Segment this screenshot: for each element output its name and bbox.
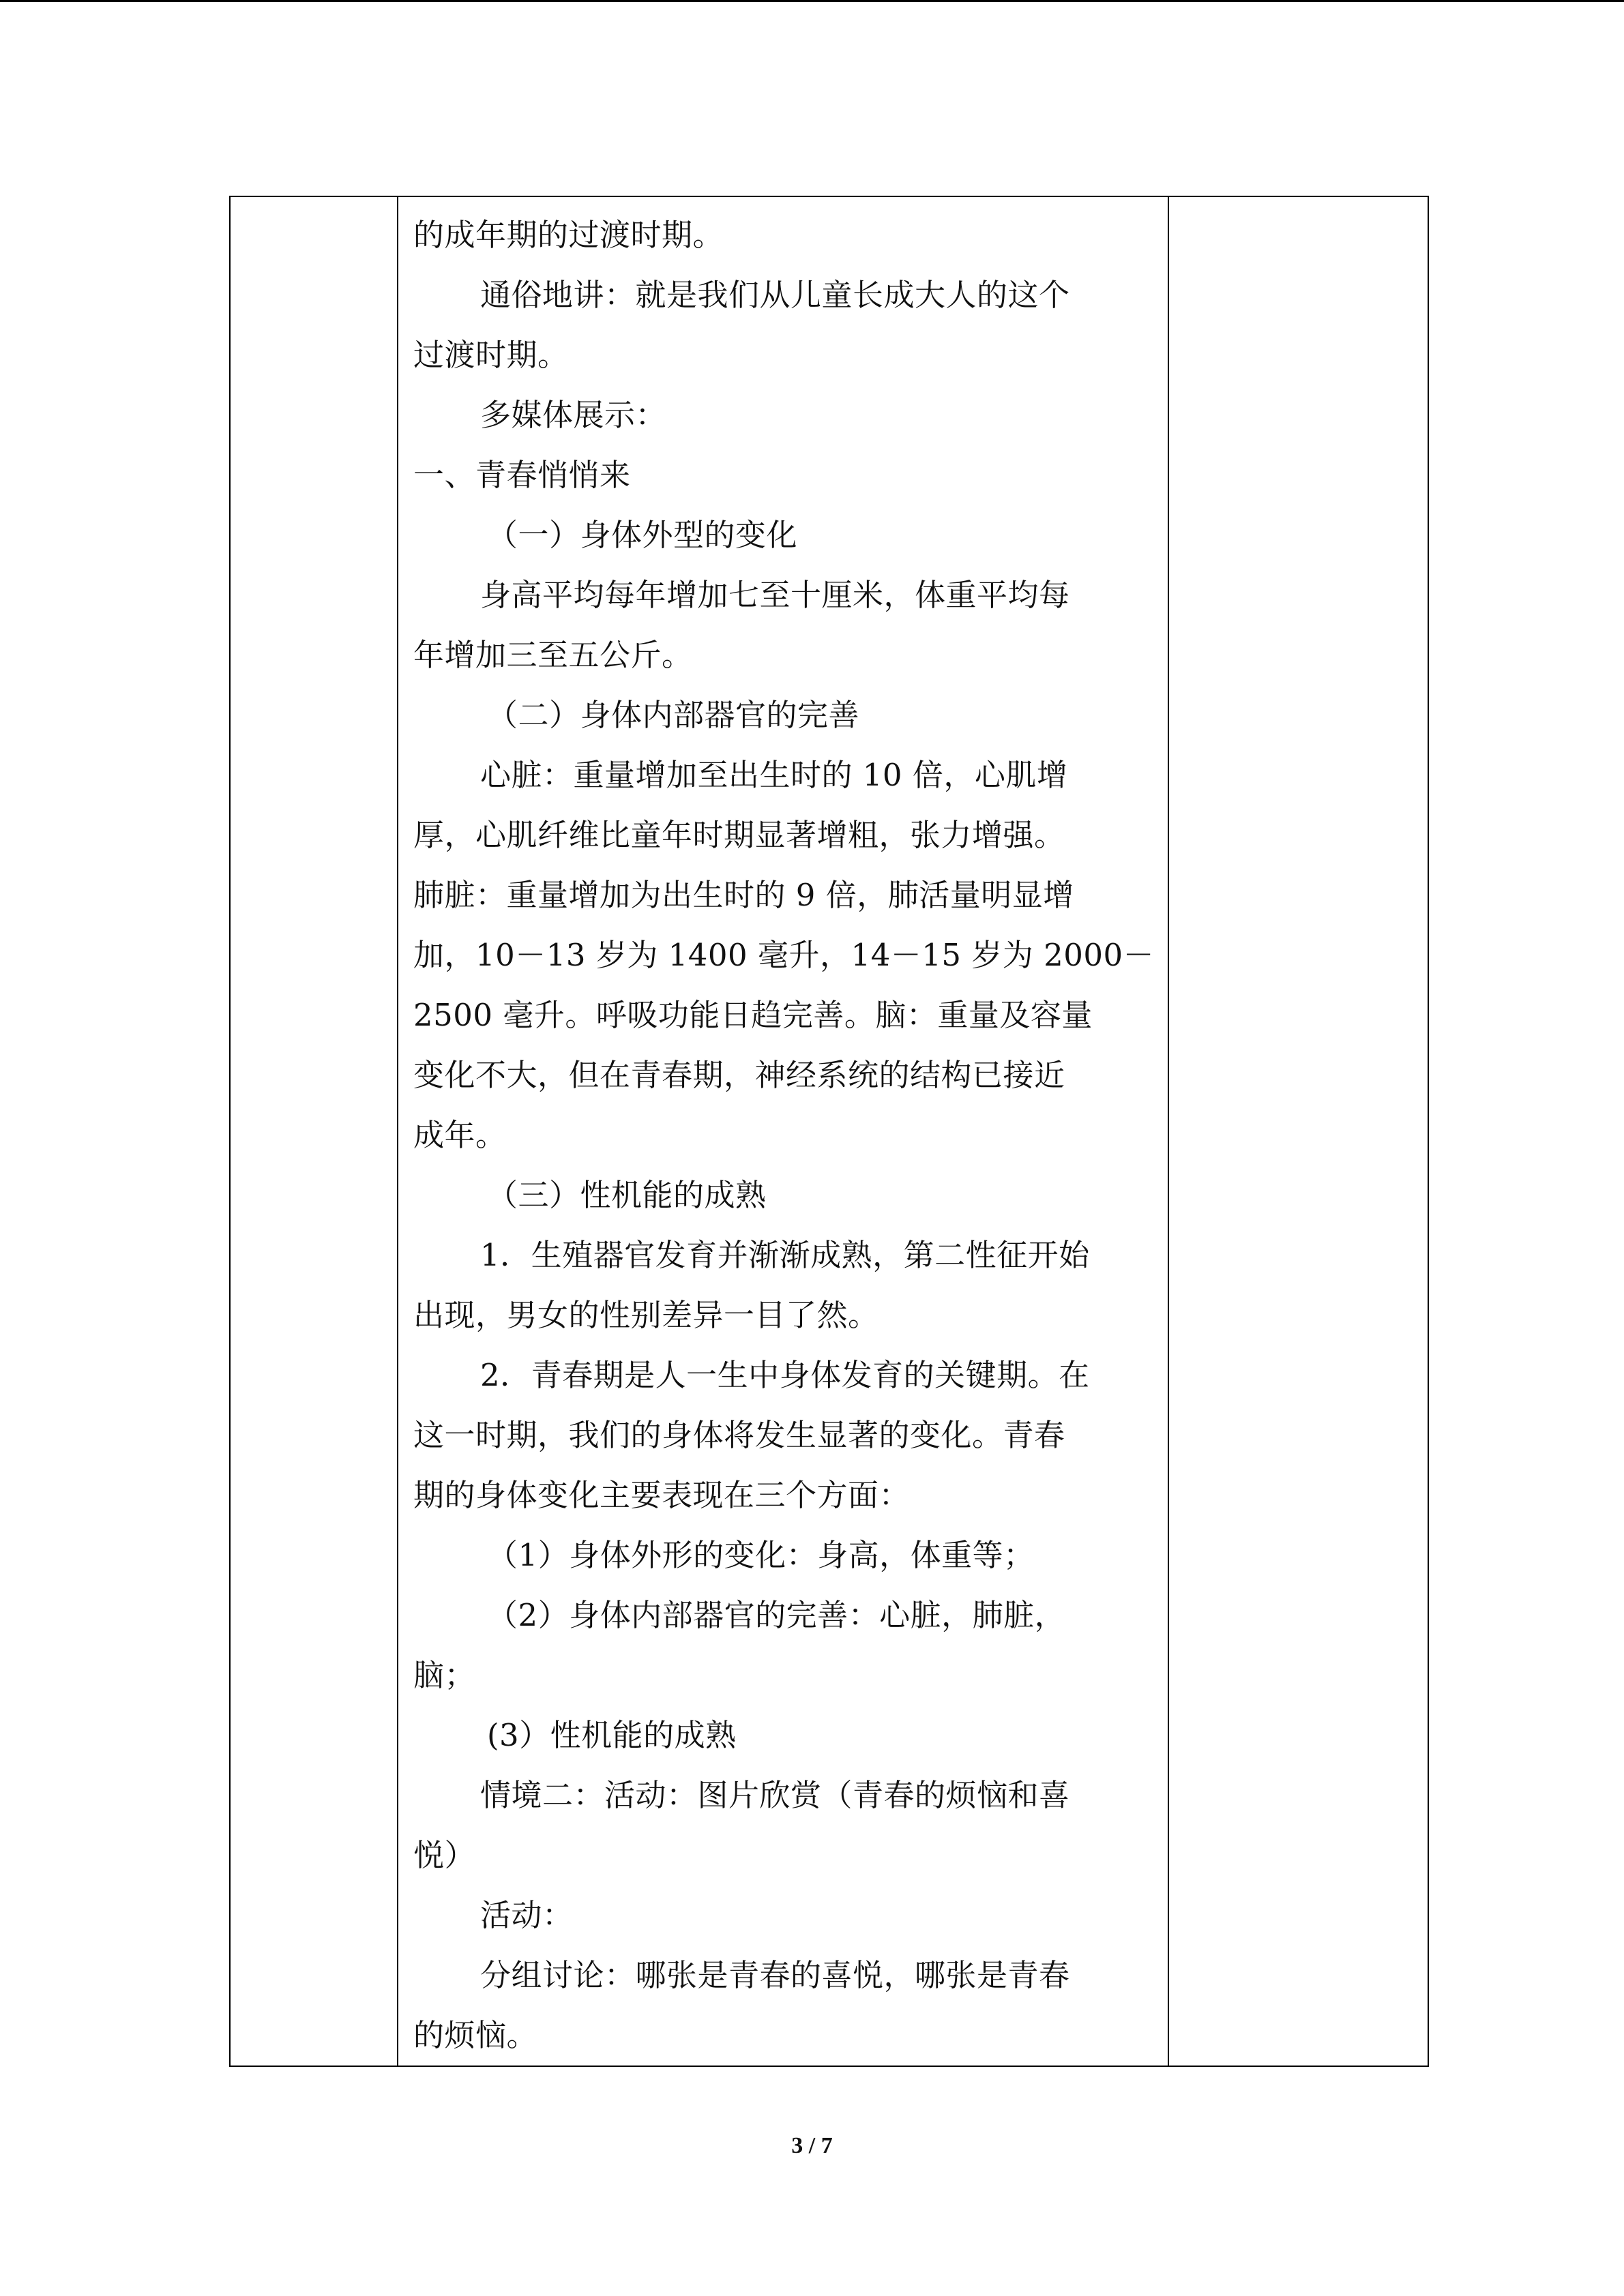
left-column-cell bbox=[230, 196, 398, 2066]
text-line: 变化不大，但在青春期，神经系统的结构已接近 bbox=[413, 1057, 1065, 1093]
text-line: 通俗地讲：就是我们从儿童长成大人的这个 bbox=[480, 277, 1070, 313]
text-line: （1）身体外形的变化：身高，体重等； bbox=[487, 1537, 1035, 1573]
text-line: 加，10－13 岁为 1400 毫升，14－15 岁为 2000－ bbox=[413, 937, 1155, 973]
text-line: (3）性机能的成熟 bbox=[487, 1717, 737, 1753]
text-line: 肺脏：重量增加为出生时的 9 倍，肺活量明显增 bbox=[413, 877, 1074, 913]
text-line: 分组讨论：哪张是青春的喜悦，哪张是青春 bbox=[480, 1957, 1070, 1993]
top-border-line bbox=[0, 0, 1624, 2]
text-line: 年增加三至五公斤。 bbox=[413, 637, 693, 673]
text-line: 心脏：重量增加至出生时的 10 倍，心肌增 bbox=[480, 757, 1068, 793]
text-line: 过渡时期。 bbox=[413, 337, 569, 373]
lesson-plan-table bbox=[229, 196, 1429, 2067]
text-line: 1．生殖器官发育并渐渐成熟，第二性征开始 bbox=[480, 1237, 1090, 1273]
text-line: 一、青春悄悄来 bbox=[413, 457, 631, 493]
text-line: 这一时期，我们的身体将发生显著的变化。青春 bbox=[413, 1417, 1065, 1453]
text-line: 脑； bbox=[413, 1657, 476, 1693]
content-lines bbox=[413, 205, 1155, 2066]
text-line: （二）身体内部器官的完善 bbox=[487, 697, 860, 733]
text-line: （一）身体外型的变化 bbox=[487, 517, 798, 553]
text-line: （2）身体内部器官的完善：心脏，肺脏， bbox=[487, 1597, 1066, 1633]
text-line: 身高平均每年增加七至十厘米，体重平均每 bbox=[480, 577, 1070, 613]
text-line: 的烦恼。 bbox=[413, 2017, 538, 2053]
text-line: 悦） bbox=[413, 1837, 476, 1873]
text-line: 的成年期的过渡时期。 bbox=[413, 217, 724, 253]
right-column-cell bbox=[1168, 196, 1428, 2066]
table-row bbox=[230, 196, 1428, 2066]
text-line: 情境二：活动：图片欣赏（青春的烦恼和喜 bbox=[480, 1777, 1070, 1813]
text-line: 厚，心肌纤维比童年时期显著增粗，张力增强。 bbox=[413, 817, 1065, 853]
text-line: 期的身体变化主要表现在三个方面： bbox=[413, 1477, 911, 1513]
text-line: 2．青春期是人一生中身体发育的关键期。在 bbox=[480, 1357, 1090, 1393]
text-line: 2500 毫升。呼吸功能日趋完善。脑：重量及容量 bbox=[413, 997, 1093, 1033]
page-number: 3 / 7 bbox=[791, 2133, 833, 2158]
text-line: （三）性机能的成熟 bbox=[487, 1177, 767, 1213]
text-line: 活动： bbox=[480, 1897, 574, 1933]
content-cell bbox=[398, 196, 1168, 2066]
text-line: 多媒体展示： bbox=[480, 397, 667, 433]
text-line: 成年。 bbox=[413, 1117, 507, 1153]
text-line: 出现，男女的性别差异一目了然。 bbox=[413, 1297, 879, 1333]
